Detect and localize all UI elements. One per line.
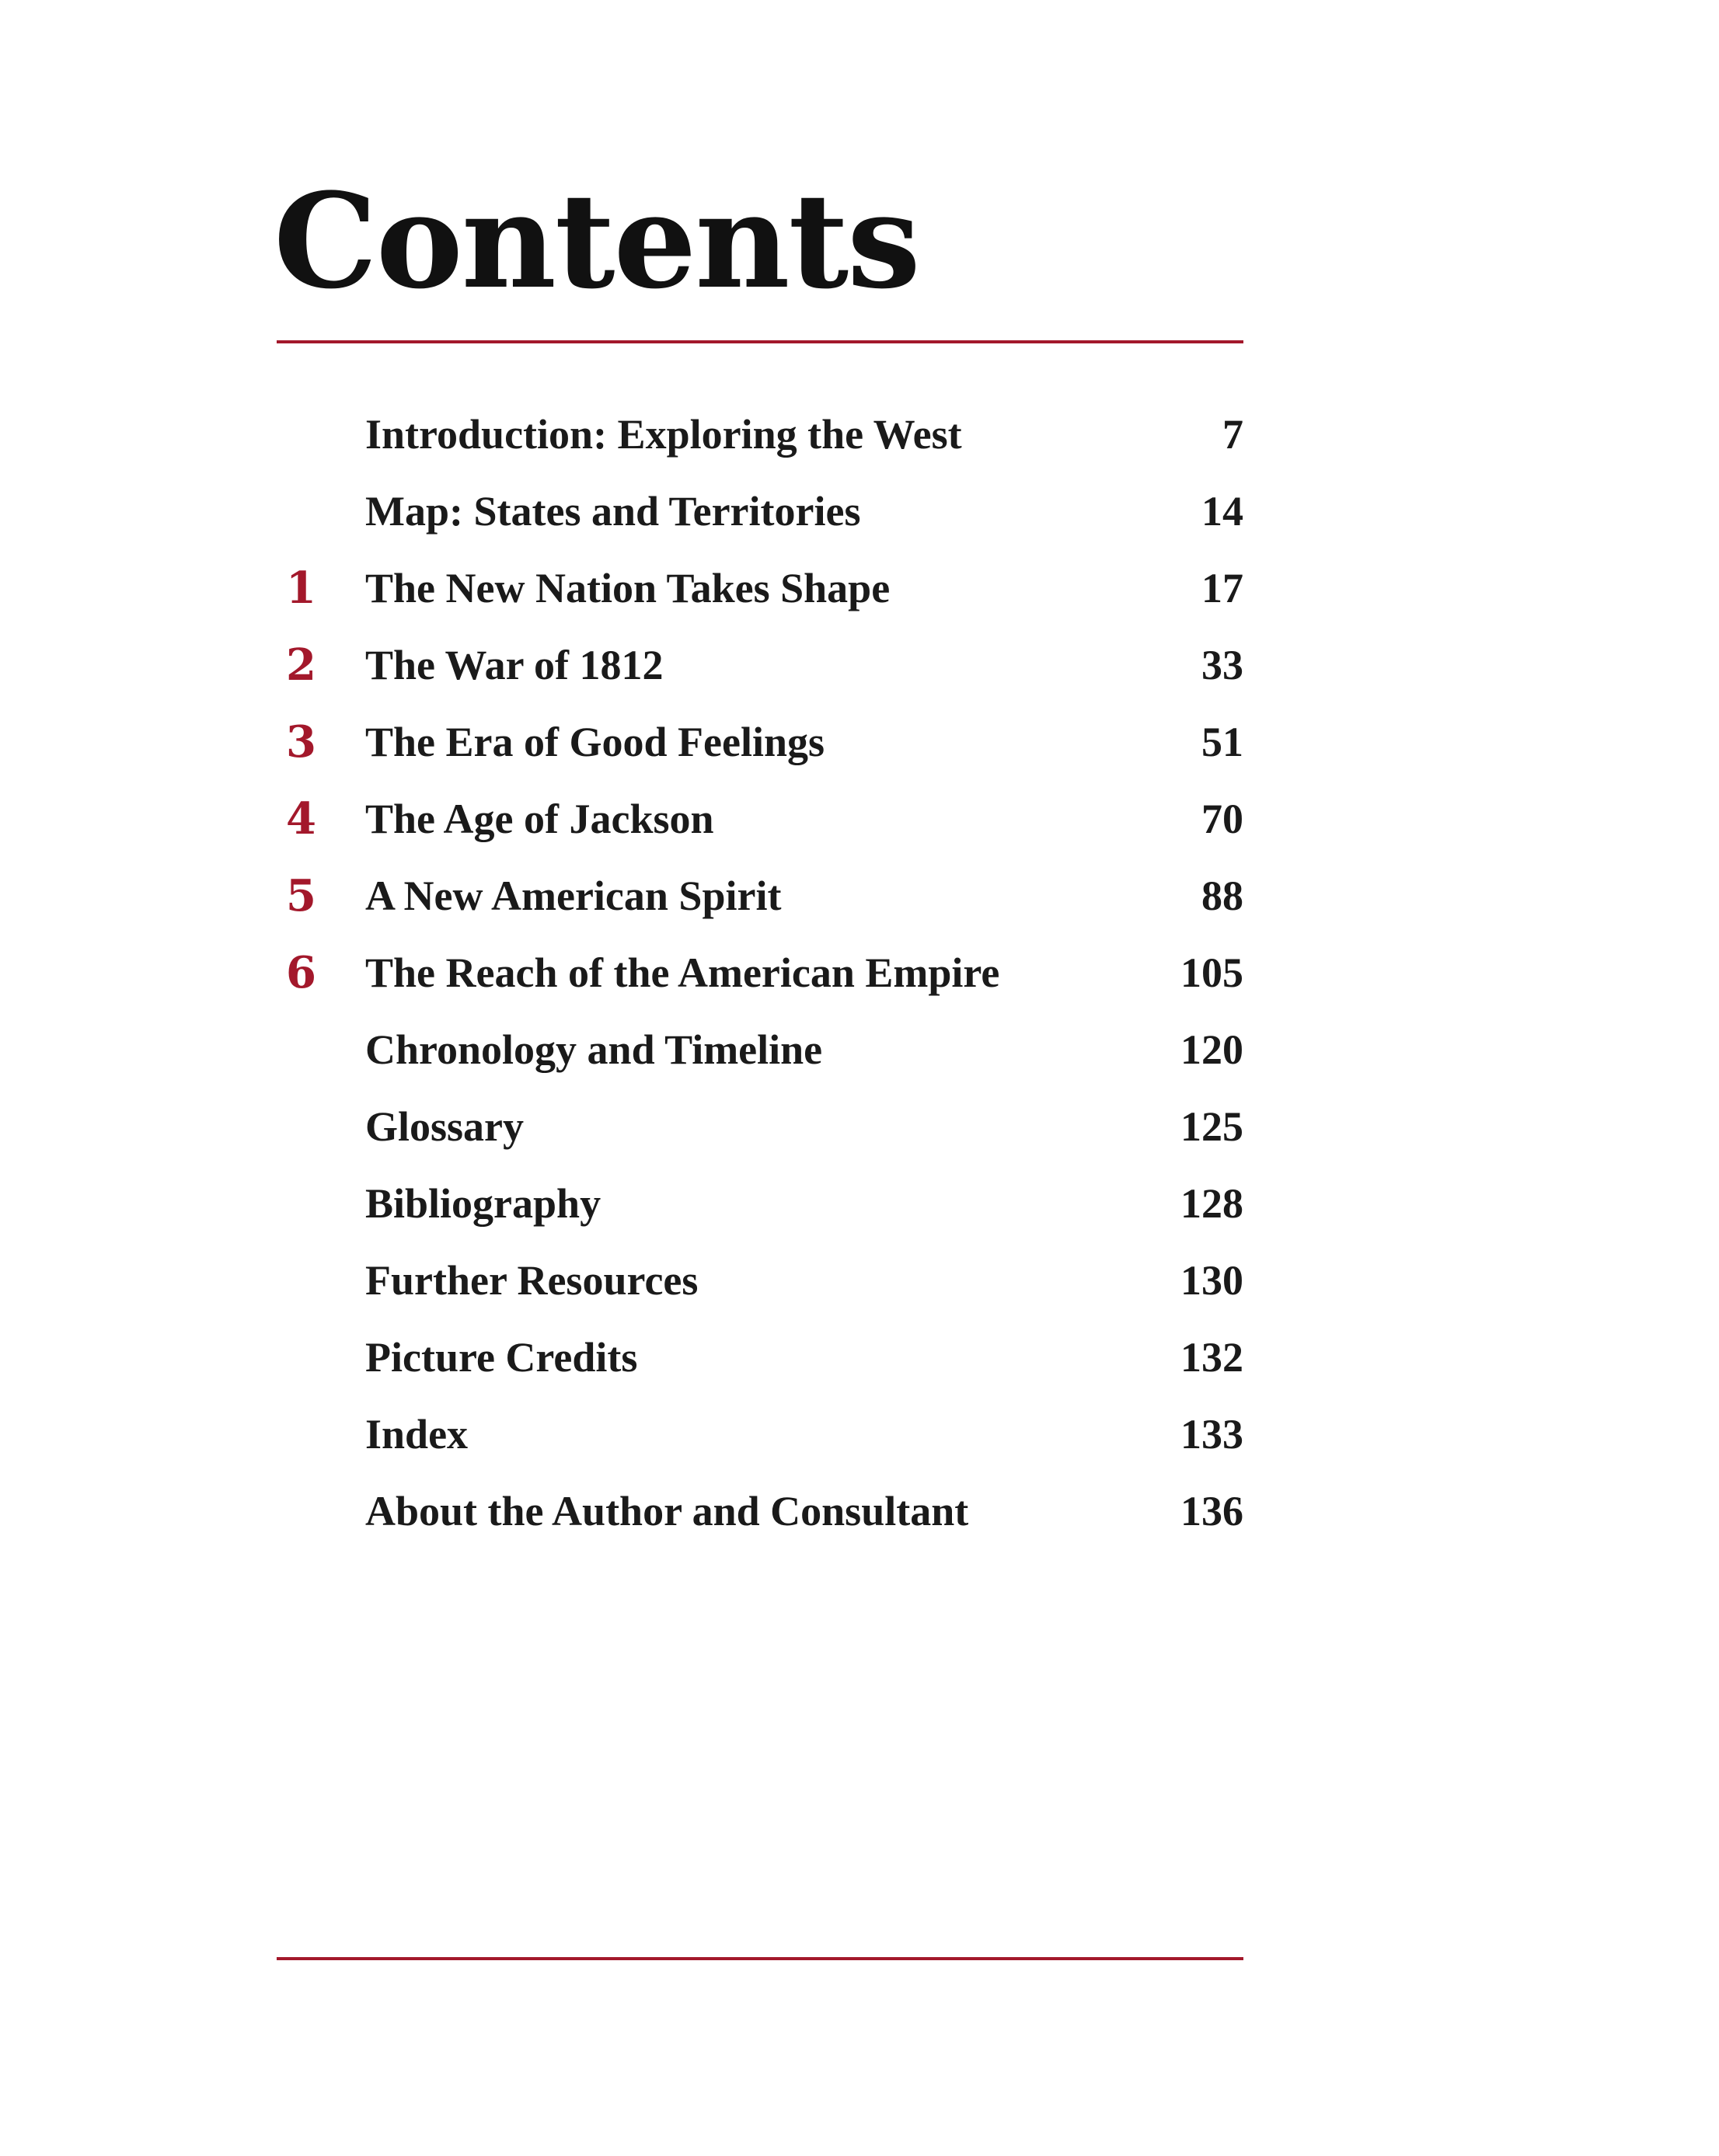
page-number: 136 xyxy=(1180,1488,1243,1534)
toc-entry[interactable] xyxy=(277,935,1243,1012)
page-number: 70 xyxy=(1201,796,1243,842)
page-number: 105 xyxy=(1180,949,1243,996)
toc-entry[interactable] xyxy=(277,858,1243,935)
entry-title: Map: States and Territories xyxy=(365,488,861,535)
toc-entry[interactable] xyxy=(277,396,1243,473)
chapter-number: 6 xyxy=(286,947,316,998)
entry-title: Chronology and Timeline xyxy=(365,1026,823,1073)
top-divider xyxy=(277,340,1243,343)
toc-entry[interactable] xyxy=(277,1242,1243,1319)
page-number: 33 xyxy=(1201,642,1243,688)
toc-entry[interactable] xyxy=(277,1165,1243,1242)
toc-entry[interactable] xyxy=(277,1319,1243,1396)
toc-entry[interactable] xyxy=(277,1012,1243,1088)
page-title: Contents xyxy=(274,164,919,318)
bottom-divider xyxy=(277,1957,1243,1960)
entry-title: Introduction: Exploring the West xyxy=(365,411,962,458)
page-number: 7 xyxy=(1222,411,1243,458)
entry-title: Bibliography xyxy=(365,1180,601,1227)
page-number: 133 xyxy=(1180,1411,1243,1458)
toc-entry[interactable] xyxy=(277,550,1243,627)
toc-entry[interactable] xyxy=(277,1088,1243,1165)
page-number: 17 xyxy=(1201,565,1243,611)
entry-title: The Age of Jackson xyxy=(365,796,714,842)
entry-title: Picture Credits xyxy=(365,1334,638,1381)
toc-entry[interactable] xyxy=(277,704,1243,781)
page-number: 14 xyxy=(1201,488,1243,535)
page-number: 125 xyxy=(1180,1103,1243,1150)
chapter-number: 2 xyxy=(286,639,316,691)
toc-entry[interactable] xyxy=(277,1473,1243,1550)
chapter-number: 4 xyxy=(286,793,316,845)
entry-title: About the Author and Consultant xyxy=(365,1488,969,1534)
chapter-number: 5 xyxy=(286,870,316,921)
page-number: 128 xyxy=(1180,1180,1243,1227)
table-of-contents xyxy=(277,396,1243,1550)
entry-title: Further Resources xyxy=(365,1257,699,1304)
page-number: 132 xyxy=(1180,1334,1243,1381)
entry-title: The Era of Good Feelings xyxy=(365,719,825,765)
entry-title: Glossary xyxy=(365,1103,525,1150)
page-number: 88 xyxy=(1201,873,1243,919)
chapter-number: 1 xyxy=(286,563,316,614)
toc-entry[interactable] xyxy=(277,1396,1243,1473)
entry-title: The War of 1812 xyxy=(365,642,664,688)
toc-entry[interactable] xyxy=(277,781,1243,858)
entry-title: The Reach of the American Empire xyxy=(365,949,1000,996)
page-number: 51 xyxy=(1201,719,1243,765)
page-number: 130 xyxy=(1180,1257,1243,1304)
toc-entry[interactable] xyxy=(277,627,1243,704)
entry-title: The New Nation Takes Shape xyxy=(365,565,891,611)
entry-title: Index xyxy=(365,1411,469,1458)
toc-entry[interactable] xyxy=(277,473,1243,550)
entry-title: A New American Spirit xyxy=(365,873,782,919)
chapter-number: 3 xyxy=(286,716,316,768)
page-number: 120 xyxy=(1180,1026,1243,1073)
